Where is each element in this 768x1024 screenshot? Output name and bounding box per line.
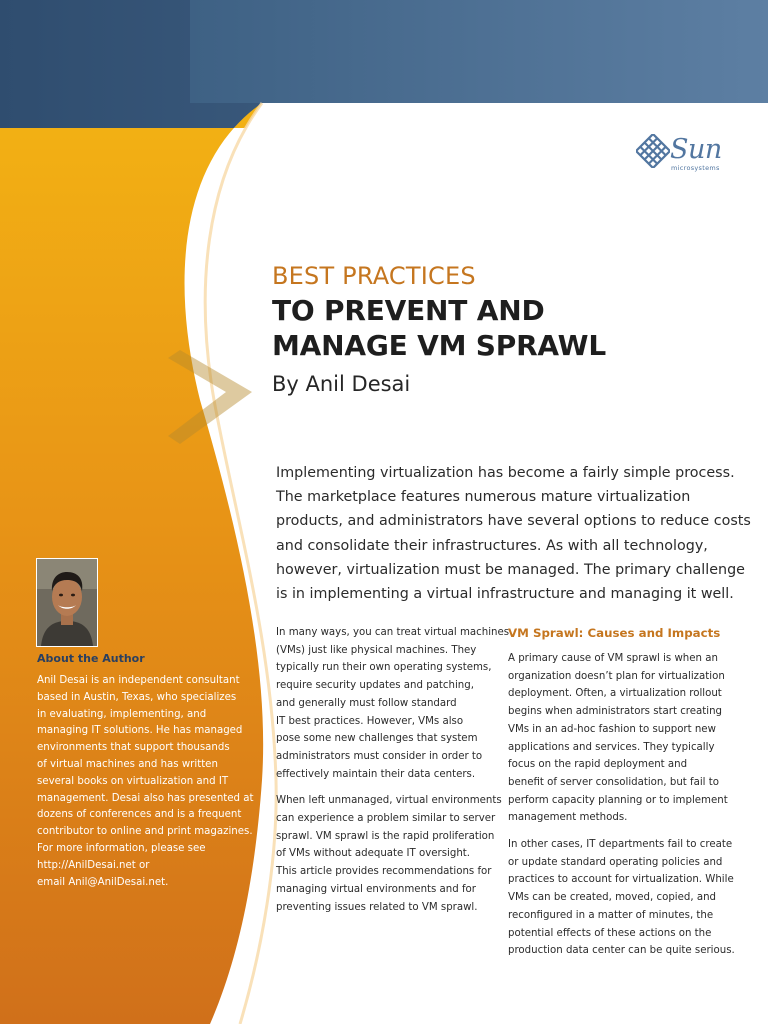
body-line: VMs in an ad-hoc fashion to support new [508,723,716,735]
header-band-light [190,0,768,103]
body-paragraph [276,624,510,783]
intro-line: and consolidate their infrastructures. As with all technology, [276,537,708,554]
body-line: administrators must consider in order to [276,750,483,762]
bio-line: of virtual machines and has written [37,758,218,770]
body-line: (VMs) just like physical machines. They [276,644,477,656]
author-photo [36,558,98,647]
body-line: effectively maintain their data centers. [276,768,476,780]
body-line: production data center can be quite serious. [508,945,735,957]
body-line: begins when administrators start creating [508,706,723,718]
body-line: management methods. [508,812,628,824]
sun-diamond-logo-icon [636,134,670,168]
body-paragraph [276,792,502,916]
body-line: focus on the rapid deployment and [508,759,688,771]
kicker: BEST PRACTICES [272,262,476,290]
body-paragraph [508,650,733,827]
body-line: applications and services. They typically [508,741,715,753]
body-column-right [508,624,733,960]
bio-line: several books on virtualization and IT [37,775,229,787]
author-bio [37,673,253,891]
body-line: reconfigured in a matter of minutes, the [508,909,714,921]
body-line: A primary cause of VM sprawl is when an [508,653,718,664]
title-line: TO PREVENT AND [272,294,545,327]
bio-line: dozens of conferences and is a frequent [37,809,242,821]
body-line: or update standard operating policies and [508,856,723,868]
bio-line: Anil Desai is an independent consultant [37,675,240,686]
body-line: preventing issues related to VM sprawl. [276,901,478,913]
body-line: When left unmanaged, virtual environments [276,795,502,807]
body-line: pose some new challenges that system [276,733,478,745]
body-line: VMs can be created, moved, copied, and [508,892,717,904]
bio-line: management. Desai also has presented at [37,792,254,804]
bio-line: contributor to online and print magazines. [37,826,253,838]
logo-wordmark: Sun [670,134,722,165]
intro-line: however, virtualization must be managed. The primary challenge [276,561,745,578]
body-column-left [276,624,510,916]
bio-line: managing IT solutions. He has managed [37,725,243,737]
bio-line[interactable]: http://AnilDesai.net or [37,859,150,871]
intro-line: products, and administrators have several options to reduce costs [276,513,751,530]
section-heading: VM Sprawl: Causes and Impacts [508,626,721,640]
logo-subtitle: microsystems [671,164,720,172]
bio-line[interactable]: email Anil@AnilDesai.net. [37,876,169,888]
body-line: In other cases, IT departments fail to create [508,839,733,851]
bio-line: based in Austin, Texas, who specializes [37,691,237,703]
intro-paragraph [276,461,751,606]
sun-microsystems-logo [636,134,736,174]
body-line: benefit of server consolidation, but fail to [508,776,719,788]
bio-line: in evaluating, implementing, and [37,708,207,720]
body-line: organization doesn’t plan for virtualization [508,670,725,682]
body-line: of VMs without adequate IT oversight. [276,848,471,860]
page-title [272,293,606,363]
body-paragraph [508,836,733,960]
title-line: MANAGE VM SPRAWL [272,329,606,362]
intro-line: The marketplace features numerous mature virtualization [276,489,691,506]
body-line: In many ways, you can treat virtual machines [276,627,510,638]
body-line: perform capacity planning or to implement [508,794,728,806]
body-line: deployment. Often, a virtualization rollout [508,688,722,700]
body-line: practices to account for virtualization. While [508,874,734,886]
bio-line: For more information, please see [37,842,206,854]
intro-line: is in implementing a virtual infrastructure and managing it well. [276,586,734,603]
body-line: managing virtual environments and for [276,883,476,895]
body-line: can experience a problem similar to server [276,813,496,825]
author-heading: About the Author [37,652,145,665]
body-line: IT best practices. However, VMs also [276,715,464,727]
bio-line: environments that support thousands [37,742,230,754]
body-line: typically run their own operating systems, [276,662,492,674]
body-line: require security updates and patching, [276,680,474,692]
body-line: potential effects of these actions on the [508,927,712,939]
intro-line: Implementing virtualization has become a fairly simple process. [276,465,735,481]
body-line: sprawl. VM sprawl is the rapid proliferation [276,830,495,842]
body-line: This article provides recommendations for [276,866,492,878]
body-line: and generally must follow standard [276,697,457,709]
byline: By Anil Desai [272,372,411,396]
